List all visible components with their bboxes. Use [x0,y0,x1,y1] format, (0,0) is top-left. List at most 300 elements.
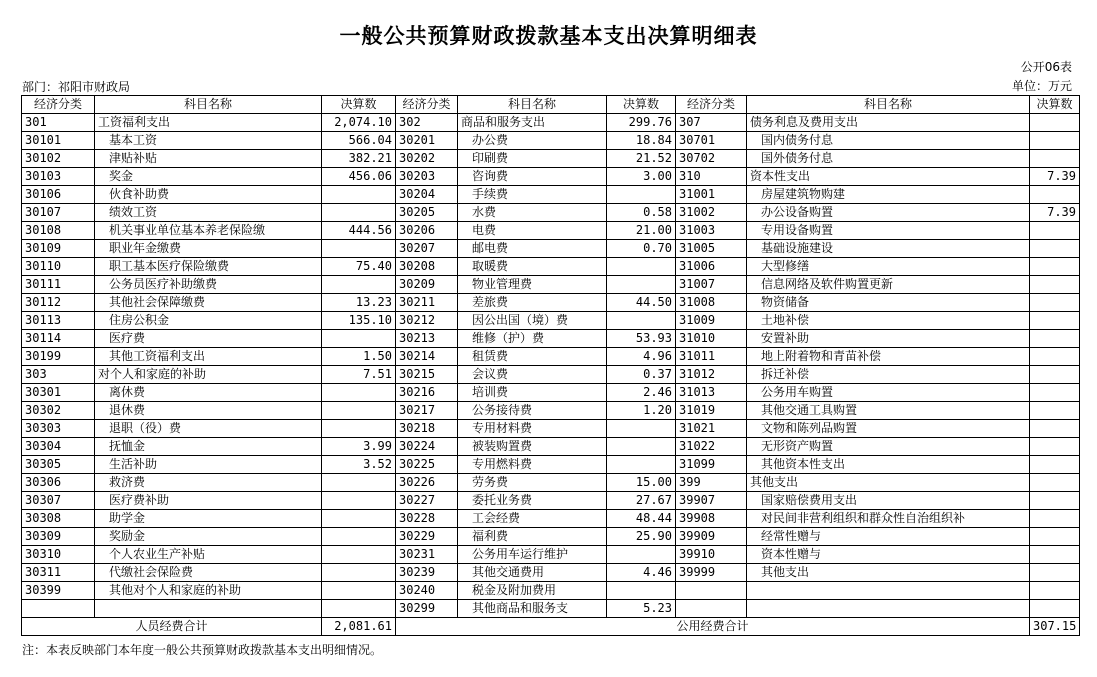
item-name-cell: 退休费 [95,402,322,420]
econ-code-cell: 30111 [22,276,95,294]
item-name-cell: 因公出国（境）费 [458,312,607,330]
item-name-cell: 工会经费 [458,510,607,528]
econ-code-cell: 31022 [676,438,747,456]
item-name-cell: 资本性赠与 [747,546,1030,564]
item-name-cell: 维修（护）费 [458,330,607,348]
econ-code-cell: 30113 [22,312,95,330]
econ-code-cell: 30214 [396,348,458,366]
amount-cell: 7.39 [1030,168,1080,186]
page-title: 一般公共预算财政拨款基本支出决算明细表 [339,23,758,48]
item-name-cell: 专用设备购置 [747,222,1030,240]
amount-cell [322,420,396,438]
item-name-cell: 债务利息及费用支出 [747,114,1030,132]
econ-code-cell: 30209 [396,276,458,294]
item-name-cell: 委托业务费 [458,492,607,510]
amount-cell: 0.37 [607,366,676,384]
table-row [22,492,1080,510]
econ-code-cell: 30226 [396,474,458,492]
item-name-cell: 租赁费 [458,348,607,366]
item-name-cell: 其他交通工具购置 [747,402,1030,420]
amount-cell: 456.06 [322,168,396,186]
amount-cell [1030,402,1080,420]
amount-cell [322,276,396,294]
amount-cell [322,600,396,618]
amount-cell: 3.00 [607,168,676,186]
item-name-cell: 地上附着物和青苗补偿 [747,348,1030,366]
amount-cell: 4.96 [607,348,676,366]
table-row [22,366,1080,384]
item-name-cell: 水费 [458,204,607,222]
item-name-cell: 手续费 [458,186,607,204]
item-name-cell: 专用材料费 [458,420,607,438]
item-name-cell: 无形资产购置 [747,438,1030,456]
econ-code-cell: 31009 [676,312,747,330]
econ-code-cell: 30109 [22,240,95,258]
expenditure-table [21,95,1080,636]
item-name-cell: 其他工资福利支出 [95,348,322,366]
amount-cell: 27.67 [607,492,676,510]
personnel-total-value: 2,081.61 [322,618,396,636]
amount-cell [607,258,676,276]
econ-code-cell: 30201 [396,132,458,150]
item-name-cell: 其他交通费用 [458,564,607,582]
econ-code-cell: 31008 [676,294,747,312]
amount-cell [607,582,676,600]
econ-code-cell: 30225 [396,456,458,474]
column-header: 决算数 [322,96,396,114]
amount-cell [607,438,676,456]
amount-cell [1030,420,1080,438]
amount-cell [1030,132,1080,150]
amount-cell [1030,456,1080,474]
econ-code-cell: 30103 [22,168,95,186]
econ-code-cell: 30307 [22,492,95,510]
item-name-cell: 税金及附加费用 [458,582,607,600]
econ-code-cell: 303 [22,366,95,384]
econ-code-cell: 31003 [676,222,747,240]
amount-cell [322,402,396,420]
econ-code-cell: 30102 [22,150,95,168]
public-total-label: 公用经费合计 [396,618,1030,636]
econ-code-cell: 30101 [22,132,95,150]
table-row [22,564,1080,582]
econ-code-cell: 30112 [22,294,95,312]
econ-code-cell [676,600,747,618]
item-name-cell: 抚恤金 [95,438,322,456]
amount-cell [1030,312,1080,330]
amount-cell: 75.40 [322,258,396,276]
amount-cell: 299.76 [607,114,676,132]
econ-code-cell [676,582,747,600]
amount-cell: 44.50 [607,294,676,312]
amount-cell [322,564,396,582]
amount-cell: 566.04 [322,132,396,150]
econ-code-cell: 30212 [396,312,458,330]
item-name-cell: 大型修缮 [747,258,1030,276]
amount-cell [607,312,676,330]
econ-code-cell: 39907 [676,492,747,510]
item-name-cell: 公务用车运行维护 [458,546,607,564]
item-name-cell: 取暖费 [458,258,607,276]
table-row [22,438,1080,456]
amount-cell [607,546,676,564]
amount-cell [1030,384,1080,402]
item-name-cell: 其他社会保障缴费 [95,294,322,312]
amount-cell [1030,438,1080,456]
econ-code-cell: 31019 [676,402,747,420]
econ-code-cell: 310 [676,168,747,186]
econ-code-cell: 30701 [676,132,747,150]
table-row [22,294,1080,312]
unit-label: 单位：万元 [1011,79,1072,93]
econ-code-cell: 31005 [676,240,747,258]
amount-cell: 48.44 [607,510,676,528]
econ-code-cell: 30305 [22,456,95,474]
econ-code-cell: 301 [22,114,95,132]
item-name-cell: 对个人和家庭的补助 [95,366,322,384]
econ-code-cell: 31006 [676,258,747,276]
amount-cell [322,330,396,348]
table-row [22,402,1080,420]
item-name-cell: 住房公积金 [95,312,322,330]
amount-cell: 21.52 [607,150,676,168]
econ-code-cell: 30203 [396,168,458,186]
amount-cell: 2.46 [607,384,676,402]
econ-code-cell: 30229 [396,528,458,546]
item-name-cell: 奖励金 [95,528,322,546]
econ-code-cell: 30240 [396,582,458,600]
amount-cell: 7.39 [1030,204,1080,222]
item-name-cell: 公务员医疗补助缴费 [95,276,322,294]
item-name-cell: 国外债务付息 [747,150,1030,168]
amount-cell: 5.23 [607,600,676,618]
item-name-cell: 商品和服务支出 [458,114,607,132]
amount-cell [322,492,396,510]
amount-cell [1030,240,1080,258]
econ-code-cell: 30114 [22,330,95,348]
table-row [22,114,1080,132]
amount-cell [1030,366,1080,384]
item-name-cell: 房屋建筑物购建 [747,186,1030,204]
table-row [22,330,1080,348]
item-name-cell: 经常性赠与 [747,528,1030,546]
item-name-cell: 代缴社会保险费 [95,564,322,582]
econ-code-cell: 30309 [22,528,95,546]
item-name-cell: 机关事业单位基本养老保险缴 [95,222,322,240]
item-name-cell: 劳务费 [458,474,607,492]
econ-code-cell: 31012 [676,366,747,384]
item-name-cell: 物资储备 [747,294,1030,312]
econ-code-cell: 30228 [396,510,458,528]
econ-code-cell: 30204 [396,186,458,204]
econ-code-cell: 30702 [676,150,747,168]
item-name-cell: 救济费 [95,474,322,492]
item-name-cell [747,600,1030,618]
amount-cell [1030,330,1080,348]
econ-code-cell: 30199 [22,348,95,366]
item-name-cell: 医疗费 [95,330,322,348]
item-name-cell: 办公设备购置 [747,204,1030,222]
amount-cell: 3.99 [322,438,396,456]
amount-cell: 18.84 [607,132,676,150]
totals-row [22,618,1080,636]
item-name-cell: 职工基本医疗保险缴费 [95,258,322,276]
econ-code-cell: 30110 [22,258,95,276]
item-name-cell: 个人农业生产补贴 [95,546,322,564]
econ-code-cell: 30206 [396,222,458,240]
item-name-cell: 差旅费 [458,294,607,312]
form-number: 公开06表 [1020,60,1072,74]
item-name-cell: 伙食补助费 [95,186,322,204]
amount-cell [1030,564,1080,582]
amount-cell [1030,528,1080,546]
table-row [22,528,1080,546]
amount-cell [607,186,676,204]
table-row [22,240,1080,258]
item-name-cell: 公务接待费 [458,402,607,420]
amount-cell [322,546,396,564]
table-row [22,420,1080,438]
amount-cell: 13.23 [322,294,396,312]
econ-code-cell: 31011 [676,348,747,366]
econ-code-cell: 30211 [396,294,458,312]
item-name-cell: 邮电费 [458,240,607,258]
column-header: 科目名称 [95,96,322,114]
item-name-cell: 文物和陈列品购置 [747,420,1030,438]
amount-cell [1030,600,1080,618]
econ-code-cell: 30213 [396,330,458,348]
econ-code-cell: 30208 [396,258,458,276]
econ-code-cell: 30205 [396,204,458,222]
econ-code-cell [22,600,95,618]
amount-cell: 4.46 [607,564,676,582]
item-name-cell: 其他支出 [747,474,1030,492]
econ-code-cell: 31002 [676,204,747,222]
item-name-cell: 公务用车购置 [747,384,1030,402]
item-name-cell: 其他资本性支出 [747,456,1030,474]
item-name-cell: 信息网络及软件购置更新 [747,276,1030,294]
econ-code-cell: 302 [396,114,458,132]
item-name-cell: 其他对个人和家庭的补助 [95,582,322,600]
table-row [22,312,1080,330]
item-name-cell: 国内债务付息 [747,132,1030,150]
econ-code-cell: 31013 [676,384,747,402]
amount-cell [1030,186,1080,204]
amount-cell [322,384,396,402]
amount-cell: 15.00 [607,474,676,492]
amount-cell [607,456,676,474]
table-row [22,222,1080,240]
amount-cell: 1.20 [607,402,676,420]
econ-code-cell: 399 [676,474,747,492]
amount-cell [322,186,396,204]
department-label: 部门：祁阳市财政局 [22,80,131,94]
amount-cell: 21.00 [607,222,676,240]
item-name-cell: 医疗费补助 [95,492,322,510]
table-row [22,456,1080,474]
column-header: 决算数 [607,96,676,114]
econ-code-cell: 30216 [396,384,458,402]
table-row [22,258,1080,276]
item-name-cell: 绩效工资 [95,204,322,222]
amount-cell [1030,474,1080,492]
table-row [22,168,1080,186]
column-header: 经济分类 [396,96,458,114]
item-name-cell: 工资福利支出 [95,114,322,132]
item-name-cell: 对民间非营利组织和群众性自治组织补 [747,510,1030,528]
amount-cell: 25.90 [607,528,676,546]
item-name-cell: 被装购置费 [458,438,607,456]
econ-code-cell: 30311 [22,564,95,582]
item-name-cell: 物业管理费 [458,276,607,294]
amount-cell [1030,150,1080,168]
table-row [22,132,1080,150]
amount-cell [322,528,396,546]
item-name-cell: 资本性支出 [747,168,1030,186]
personnel-total-label: 人员经费合计 [22,618,322,636]
amount-cell [1030,276,1080,294]
econ-code-cell: 30399 [22,582,95,600]
econ-code-cell: 31021 [676,420,747,438]
item-name-cell: 办公费 [458,132,607,150]
econ-code-cell: 31099 [676,456,747,474]
amount-cell [607,276,676,294]
econ-code-cell: 30239 [396,564,458,582]
econ-code-cell: 30299 [396,600,458,618]
amount-cell [1030,546,1080,564]
econ-code-cell: 30224 [396,438,458,456]
column-header: 科目名称 [747,96,1030,114]
amount-cell [322,204,396,222]
table-row [22,276,1080,294]
table-row [22,510,1080,528]
amount-cell [1030,258,1080,276]
item-name-cell: 离休费 [95,384,322,402]
table-row [22,600,1080,618]
econ-code-cell: 30231 [396,546,458,564]
econ-code-cell: 39999 [676,564,747,582]
amount-cell: 1.50 [322,348,396,366]
econ-code-cell: 307 [676,114,747,132]
table-row [22,384,1080,402]
amount-cell [1030,582,1080,600]
amount-cell [1030,114,1080,132]
econ-code-cell: 30207 [396,240,458,258]
econ-code-cell: 31007 [676,276,747,294]
econ-code-cell: 31010 [676,330,747,348]
public-total-value: 307.15 [1030,618,1080,636]
amount-cell: 0.58 [607,204,676,222]
amount-cell: 53.93 [607,330,676,348]
econ-code-cell: 30310 [22,546,95,564]
econ-code-cell: 30218 [396,420,458,438]
amount-cell [1030,492,1080,510]
footnote: 注：本表反映部门本年度一般公共预算财政拨款基本支出明细情况。 [22,643,383,657]
item-name-cell: 职业年金缴费 [95,240,322,258]
item-name-cell: 土地补偿 [747,312,1030,330]
amount-cell [322,240,396,258]
column-header: 科目名称 [458,96,607,114]
amount-cell: 135.10 [322,312,396,330]
econ-code-cell: 30227 [396,492,458,510]
item-name-cell: 奖金 [95,168,322,186]
amount-cell: 7.51 [322,366,396,384]
amount-cell [607,420,676,438]
amount-cell: 444.56 [322,222,396,240]
econ-code-cell: 30217 [396,402,458,420]
item-name-cell: 基础设施建设 [747,240,1030,258]
amount-cell: 0.70 [607,240,676,258]
table-row [22,204,1080,222]
item-name-cell: 国家赔偿费用支出 [747,492,1030,510]
header-row [22,96,1080,114]
amount-cell: 2,074.10 [322,114,396,132]
amount-cell [1030,348,1080,366]
econ-code-cell: 30308 [22,510,95,528]
item-name-cell: 退职（役）费 [95,420,322,438]
amount-cell [322,582,396,600]
econ-code-cell: 30304 [22,438,95,456]
item-name-cell: 福利费 [458,528,607,546]
amount-cell: 382.21 [322,150,396,168]
column-header: 决算数 [1030,96,1080,114]
amount-cell [1030,294,1080,312]
table-row [22,474,1080,492]
item-name-cell: 其他商品和服务支 [458,600,607,618]
table-row [22,582,1080,600]
item-name-cell: 安置补助 [747,330,1030,348]
item-name-cell: 会议费 [458,366,607,384]
econ-code-cell: 30303 [22,420,95,438]
item-name-cell: 助学金 [95,510,322,528]
amount-cell [1030,510,1080,528]
item-name-cell: 拆迁补偿 [747,366,1030,384]
table-row [22,150,1080,168]
econ-code-cell: 39908 [676,510,747,528]
econ-code-cell: 30107 [22,204,95,222]
amount-cell: 3.52 [322,456,396,474]
table-row [22,348,1080,366]
table-row [22,546,1080,564]
amount-cell [322,474,396,492]
item-name-cell: 专用燃料费 [458,456,607,474]
column-header: 经济分类 [676,96,747,114]
item-name-cell: 电费 [458,222,607,240]
column-header: 经济分类 [22,96,95,114]
item-name-cell [747,582,1030,600]
econ-code-cell: 30301 [22,384,95,402]
econ-code-cell: 39909 [676,528,747,546]
item-name-cell: 基本工资 [95,132,322,150]
item-name-cell: 其他支出 [747,564,1030,582]
item-name-cell: 咨询费 [458,168,607,186]
item-name-cell [95,600,322,618]
econ-code-cell: 30215 [396,366,458,384]
amount-cell [1030,222,1080,240]
item-name-cell: 培训费 [458,384,607,402]
table-row [22,186,1080,204]
econ-code-cell: 30108 [22,222,95,240]
item-name-cell: 生活补助 [95,456,322,474]
item-name-cell: 津贴补贴 [95,150,322,168]
item-name-cell: 印刷费 [458,150,607,168]
econ-code-cell: 30106 [22,186,95,204]
econ-code-cell: 30302 [22,402,95,420]
amount-cell [322,510,396,528]
econ-code-cell: 31001 [676,186,747,204]
econ-code-cell: 39910 [676,546,747,564]
econ-code-cell: 30202 [396,150,458,168]
